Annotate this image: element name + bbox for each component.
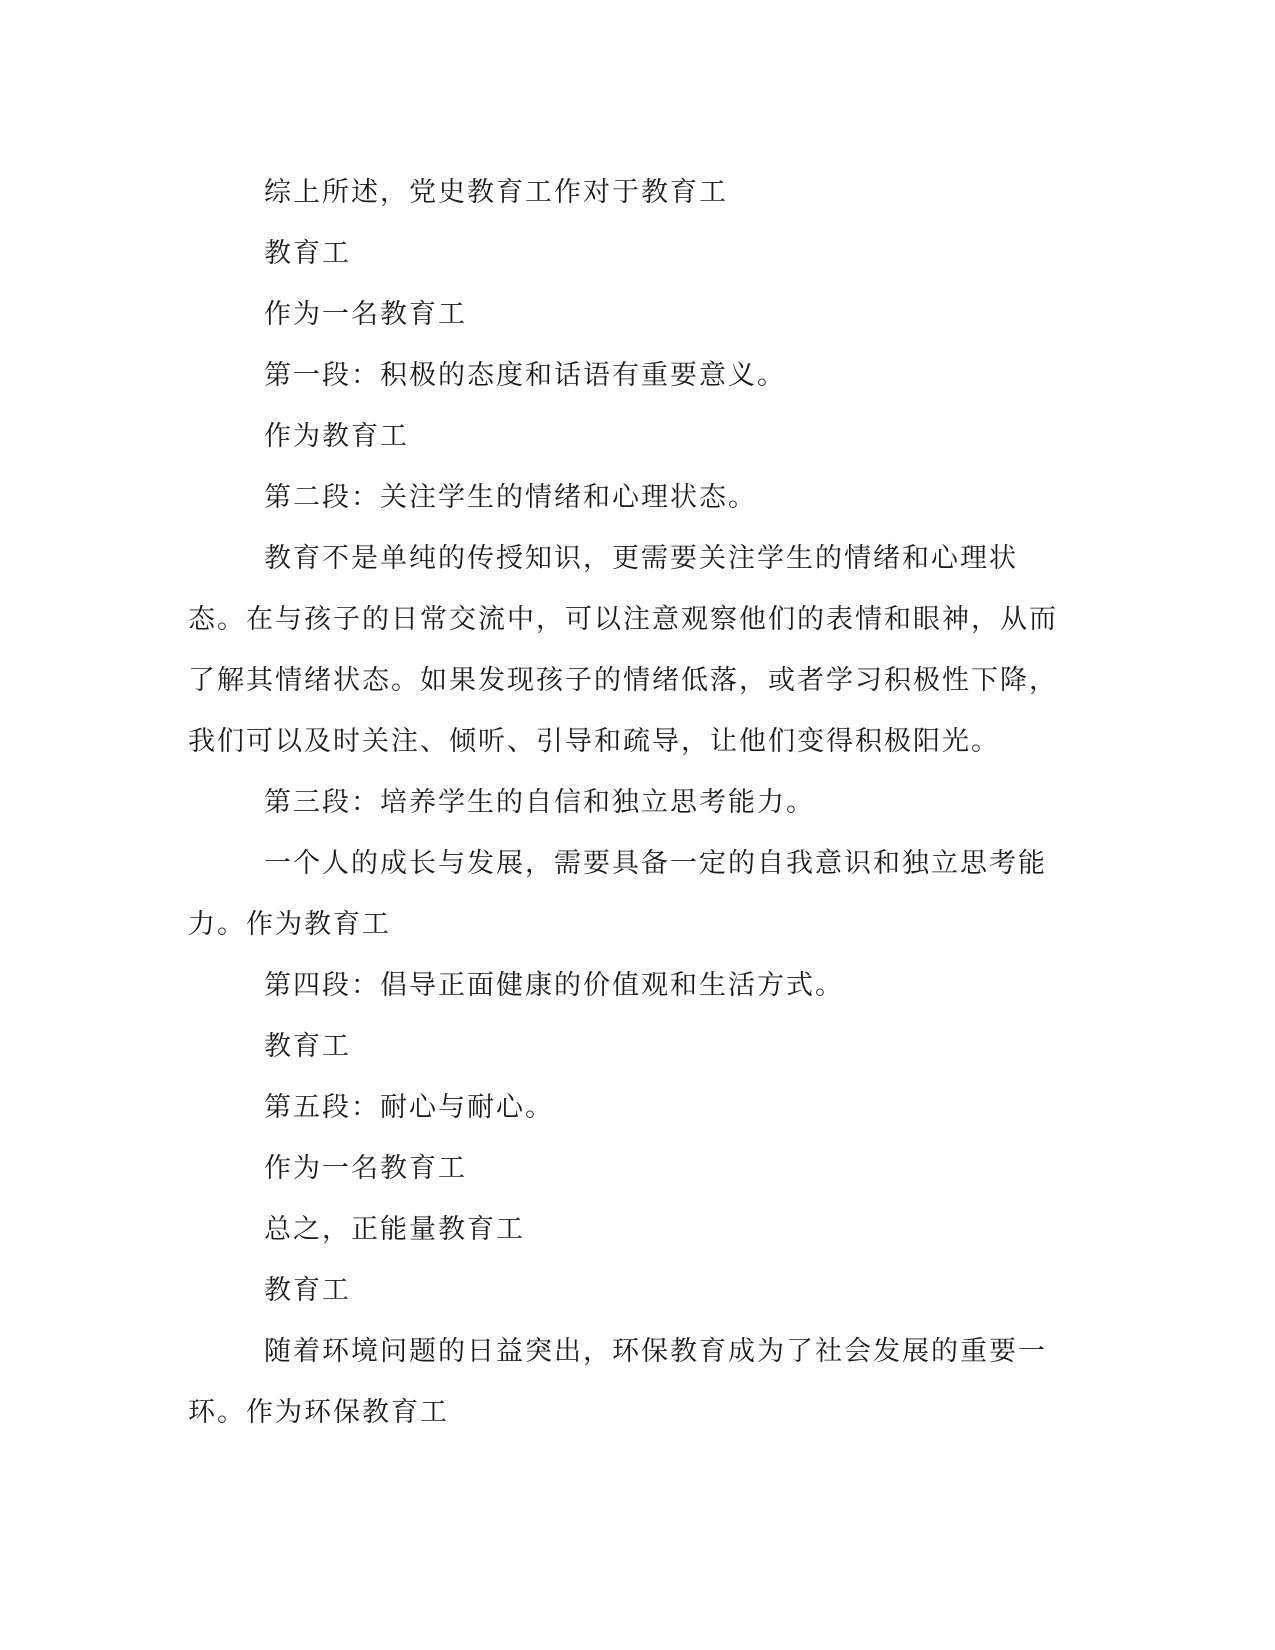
paragraph: 总之，正能量教育工: [264, 1214, 525, 1245]
paragraph: 综上所述，党史教育工作对于教育工: [264, 177, 728, 208]
section-heading: 第一段：积极的态度和话语有重要意义。: [264, 360, 786, 391]
section-heading: 第三段：培养学生的自信和独立思考能力。: [264, 787, 815, 818]
paragraph: 教育工: [264, 238, 351, 269]
paragraph: 作为教育工: [264, 421, 409, 452]
paragraph: 作为一名教育工: [264, 1153, 467, 1184]
section-heading: 第四段：倡导正面健康的价值观和生活方式。: [264, 970, 844, 1001]
section-heading: 第五段：耐心与耐心。: [264, 1092, 554, 1123]
section-heading: 第二段：关注学生的情绪和心理状态。: [264, 482, 757, 513]
document-body: [188, 162, 1068, 1443]
paragraph: 随着环境问题的日益突出，环保教育成为了社会发展的重要一环。作为环保教育工: [188, 1336, 1047, 1428]
paragraph: 作为一名教育工: [264, 299, 467, 330]
paragraph: 教育工: [264, 1275, 351, 1306]
paragraph: 教育工: [264, 1031, 351, 1062]
paragraph: 一个人的成长与发展，需要具备一定的自我意识和独立思考能力。作为教育工: [188, 848, 1047, 940]
paragraph: 教育不是单纯的传授知识，更需要关注学生的情绪和心理状态。在与孩子的日常交流中，可以注意观察他们的表情和眼神，从而了解其情绪状态。如果发现孩子的情绪低落，或者学习积极性下降，我们可以及时关注、倾听、引导和疏导，让他们变得积极阳光。: [188, 543, 1058, 757]
